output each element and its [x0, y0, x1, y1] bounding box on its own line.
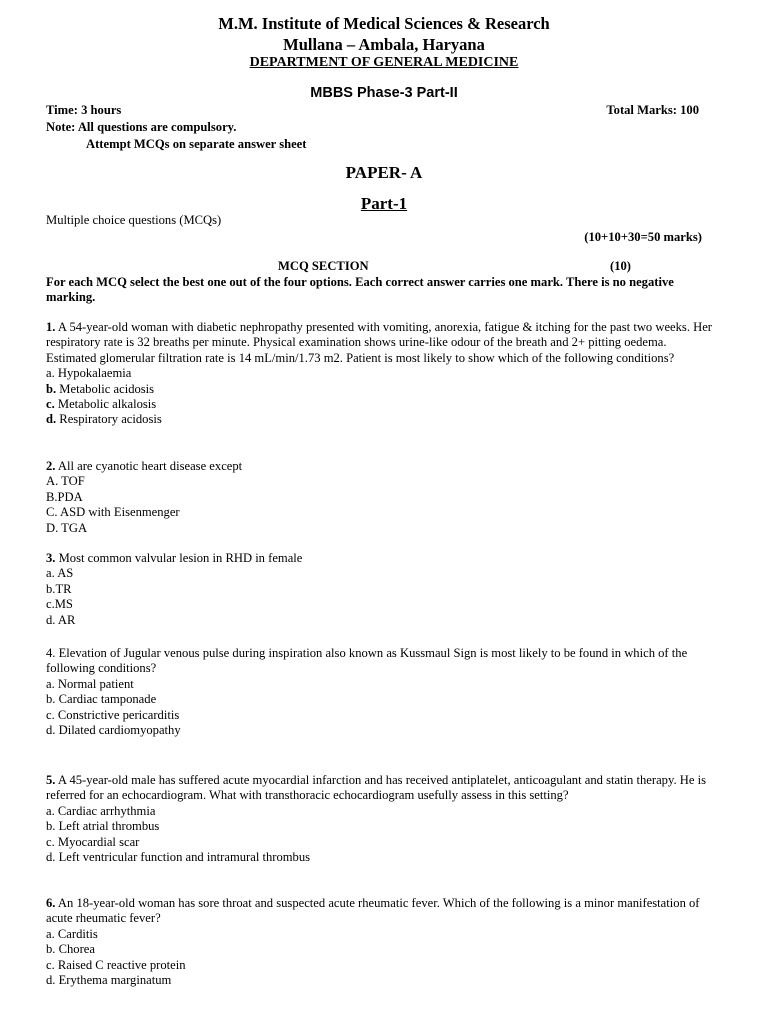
option-c: C. ASD with Eisenmenger — [46, 505, 180, 520]
mcq-section-title: MCQ SECTION — [278, 259, 369, 273]
option-d: d. Left ventricular function and intramural thrombus — [46, 850, 311, 865]
option-c: c. Raised C reactive protein — [46, 957, 186, 972]
question-6 — [46, 896, 718, 988]
question-text: 3. Most common valvular lesion in RHD in female — [46, 551, 303, 565]
option-b: b. Left atrial thrombus — [46, 819, 160, 834]
option-d: d. Erythema marginatum — [46, 973, 172, 988]
question-4 — [46, 646, 718, 738]
mcq-intro: Multiple choice questions (MCQs) — [46, 213, 222, 227]
question-text: 1. A 54-year-old woman with diabetic nephropathy presented with vomiting, anorexia, fatigue & itching for the past two weeks. Her respiratory rate is 32 breaths per minute. Physical examination shows urine-like odour of the breath and 2+ pitting oedema. Estimated glomerular filtration rate is 14 mL/min/1.73 m2. Patient is most likely to show which of the following conditions? — [46, 320, 712, 365]
question-number: 2. — [46, 459, 56, 473]
question-text: 6. An 18-year-old woman has sore throat and suspected acute rheumatic fever. Which of the following is a minor manifestation of acute rheumatic fever? — [46, 896, 700, 926]
option-b: b. Chorea — [46, 942, 95, 957]
department-title: DEPARTMENT OF GENERAL MEDICINE — [249, 55, 519, 70]
option-c: c. Metabolic alkalosis — [46, 397, 157, 412]
institute-location: Mullana – Ambala, Haryana — [283, 35, 485, 54]
institute-name: M.M. Institute of Medical Sciences & Research — [218, 14, 550, 33]
mcq-instructions: For each MCQ select the best one out of the four options. Each correct answer carries one mark. There is no negative marking. — [46, 275, 674, 305]
question-text: 2. All are cyanotic heart disease except — [46, 459, 243, 473]
paper-title: PAPER- A — [345, 163, 423, 182]
question-number: 6. — [46, 896, 56, 910]
note-line-1: Note: All questions are compulsory. — [46, 120, 237, 134]
option-d: d. Respiratory acidosis — [46, 412, 162, 427]
exam-time: Time: 3 hours — [46, 103, 122, 117]
mcq-section-marks: (10) — [610, 259, 631, 273]
option-b: b. Cardiac tamponade — [46, 692, 157, 707]
question-number: 5. — [46, 773, 56, 787]
question-2 — [46, 459, 718, 536]
question-text: 4. Elevation of Jugular venous pulse during inspiration also known as Kussmaul Sign is most likely to be found in which of the following conditions? — [46, 646, 688, 676]
question-number: 1. — [46, 320, 56, 334]
option-b: b. Metabolic acidosis — [46, 381, 155, 396]
part-title: Part-1 — [360, 194, 408, 213]
option-c: c. Constrictive pericarditis — [46, 707, 180, 722]
exam-phase: MBBS Phase-3 Part-II — [310, 85, 458, 101]
question-1 — [46, 320, 718, 428]
option-b: b.TR — [46, 581, 72, 596]
option-c: c.MS — [46, 597, 73, 612]
option-d: D. TGA — [46, 520, 88, 535]
question-5 — [46, 773, 718, 865]
option-a: a. Cardiac arrhythmia — [46, 803, 156, 818]
question-3 — [46, 551, 718, 628]
option-b: B.PDA — [46, 489, 83, 504]
option-a: a. Hypokalaemia — [46, 366, 132, 381]
question-number: 3. — [46, 551, 56, 565]
option-a: a. Normal patient — [46, 676, 134, 691]
option-d: d. AR — [46, 612, 76, 627]
option-a: a. Carditis — [46, 926, 98, 941]
total-marks: Total Marks: 100 — [606, 103, 699, 117]
option-d: d. Dilated cardiomyopathy — [46, 723, 181, 738]
option-c: c. Myocardial scar — [46, 834, 140, 849]
question-text: 5. A 45-year-old male has suffered acute myocardial infarction and has received antiplatelet, anticoagulant and statin therapy. He is referred for an echocardiogram. What with transthoracic echocardiogram usefully assess in this setting? — [46, 773, 706, 803]
marks-breakdown: (10+10+30=50 marks) — [584, 230, 702, 244]
option-a: a. AS — [46, 566, 74, 581]
option-a: A. TOF — [46, 474, 85, 489]
note-line-2: Attempt MCQs on separate answer sheet — [86, 137, 307, 151]
